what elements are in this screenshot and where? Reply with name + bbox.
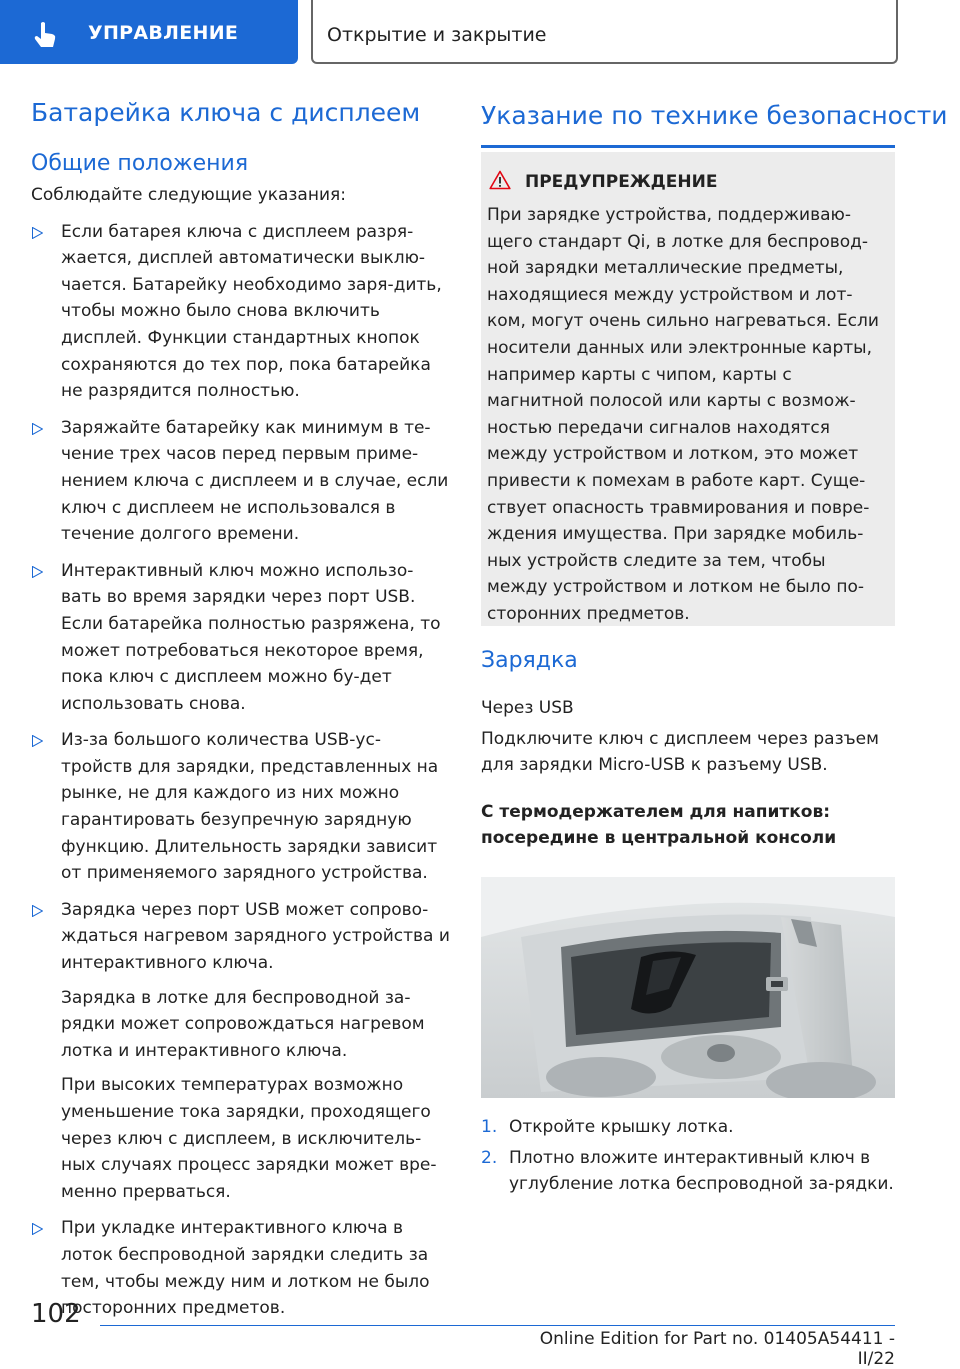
triangle-bullet-icon — [32, 735, 43, 747]
usb-heading: Через USB — [481, 698, 574, 718]
triangle-bullet-icon — [32, 905, 43, 917]
steps-list — [481, 1114, 895, 1198]
list-item-text: Интерактивный ключ можно использо-вать во время зарядки через порт USB. Если батарейка полностью разряжена, то может потребоваться некоторое время, пока ключ с дисплеем можно бу-дет использовать снова. — [61, 560, 441, 714]
section-title: Батарейка ключа с дисплеем — [31, 98, 421, 127]
warning-triangle-icon — [489, 170, 511, 190]
title-rule — [481, 145, 895, 148]
triangle-bullet-icon — [32, 423, 43, 435]
footer-edition: Online Edition for Part no. 01405A54411 - II/22 — [539, 1329, 895, 1369]
list-item — [31, 1215, 451, 1321]
list-item — [31, 558, 451, 718]
warning-box — [481, 152, 895, 626]
list-item — [31, 897, 451, 1206]
list-item-text: При укладке интерактивного ключа в лоток беспроводной зарядки следить за тем, чтобы между ним и лотком не было посторонних предметов. — [61, 1218, 430, 1319]
list-item — [31, 415, 451, 548]
list-item — [481, 1114, 895, 1141]
holder-heading: С термодержателем для напитков: посередине в центральной консоли — [481, 801, 837, 849]
list-item-text: Зарядка через порт USB может сопрово-ждаться нагревом зарядного устройства и интерактивного ключа. — [61, 899, 450, 974]
steps-section — [481, 1114, 895, 1198]
list-item — [31, 219, 451, 405]
list-item — [31, 727, 451, 887]
subsection-title: Общие положения — [31, 151, 249, 176]
intro-text: Соблюдайте следующие указания: — [31, 185, 346, 205]
left-column — [31, 98, 451, 1322]
usb-text: Подключите ключ с дисплеем через разъем для зарядки Micro-USB к разъему USB. — [481, 728, 879, 776]
step-text: Плотно вложите интерактивный ключ в углубление лотка беспроводной за-рядки. — [509, 1147, 894, 1195]
bullet-list — [31, 219, 451, 1322]
warning-text: При зарядке устройства, поддерживаю-щего стандарт Qi, в лотке для беспровод-ной зарядки металлические предметы, находящиеся между устройством и лот-ком, могут очень сильно нагреваться. Если носители данных или электронные карты, например карты с чипом, карты с магнитной полосой или карты с возмож-ностью передачи сигналов находятся между устройством и лотком, это может привести к помехам в работе карт. Суще-ствует опасность травмирования и повре-ждения имущества. При зарядке мобиль-ных устройств следите за тем, чтобы между устройством и лотком не было по-сторонних предметов. — [487, 205, 879, 624]
step-number: 2. — [481, 1147, 498, 1168]
triangle-bullet-icon — [32, 566, 43, 578]
section-tab-label: УПРАВЛЕНИЕ — [88, 22, 239, 44]
list-item-subtext: Зарядка в лотке для беспроводной за-рядки может сопровождаться нагревом лотка и интерактивного ключа. — [61, 987, 425, 1061]
step-number: 1. — [481, 1117, 498, 1137]
list-item-text: Если батарея ключа с дисплеем разря-жается, дисплей автоматически выклю-чается. Батарейку необходимо заря-дить, чтобы можно было снова включить дисплей. Функции стандартных кнопок сохраняются до тех пор, пока батарейка не разрядится полностью. — [61, 221, 442, 402]
safety-title: Указание по технике безопасности — [481, 101, 948, 130]
chapter-title: Открытие и закрытие — [327, 24, 547, 46]
console-illustration — [481, 877, 895, 1098]
list-item-subtext: При высоких температурах возможно уменьшение тока зарядки, проходящего через ключ с дисплеем, в исключитель-ных случаях процесс зарядки может вре-менно прерваться. — [61, 1075, 437, 1202]
page-number: 102 — [31, 1299, 81, 1329]
warning-label: ПРЕДУПРЕЖДЕНИЕ — [525, 172, 718, 192]
console-photo — [481, 877, 895, 1098]
list-item — [481, 1145, 895, 1198]
charging-section — [481, 648, 895, 852]
triangle-bullet-icon — [32, 227, 43, 239]
list-item-text: Из-за большого количества USB-ус-тройств для зарядки, представленных на рынке, не для каждого из них можно гарантировать безупречную зарядную функцию. Длительность зарядки зависит от применяемого зарядного устройства. — [61, 730, 439, 884]
triangle-bullet-icon — [32, 1223, 43, 1235]
list-item-text: Заряжайте батарейку как минимум в те-чение трех часов перед первым приме-нением ключа с дисплеем и в случае, если ключ с дисплеем не использовался в течение долгого времени. — [61, 417, 449, 545]
footer-rule — [100, 1325, 895, 1326]
charging-title: Зарядка — [481, 648, 578, 673]
hand-pointer-icon — [30, 20, 60, 50]
step-text: Откройте крышку лотка. — [509, 1117, 734, 1137]
chapter-header — [311, 0, 898, 64]
section-tab — [0, 0, 298, 64]
